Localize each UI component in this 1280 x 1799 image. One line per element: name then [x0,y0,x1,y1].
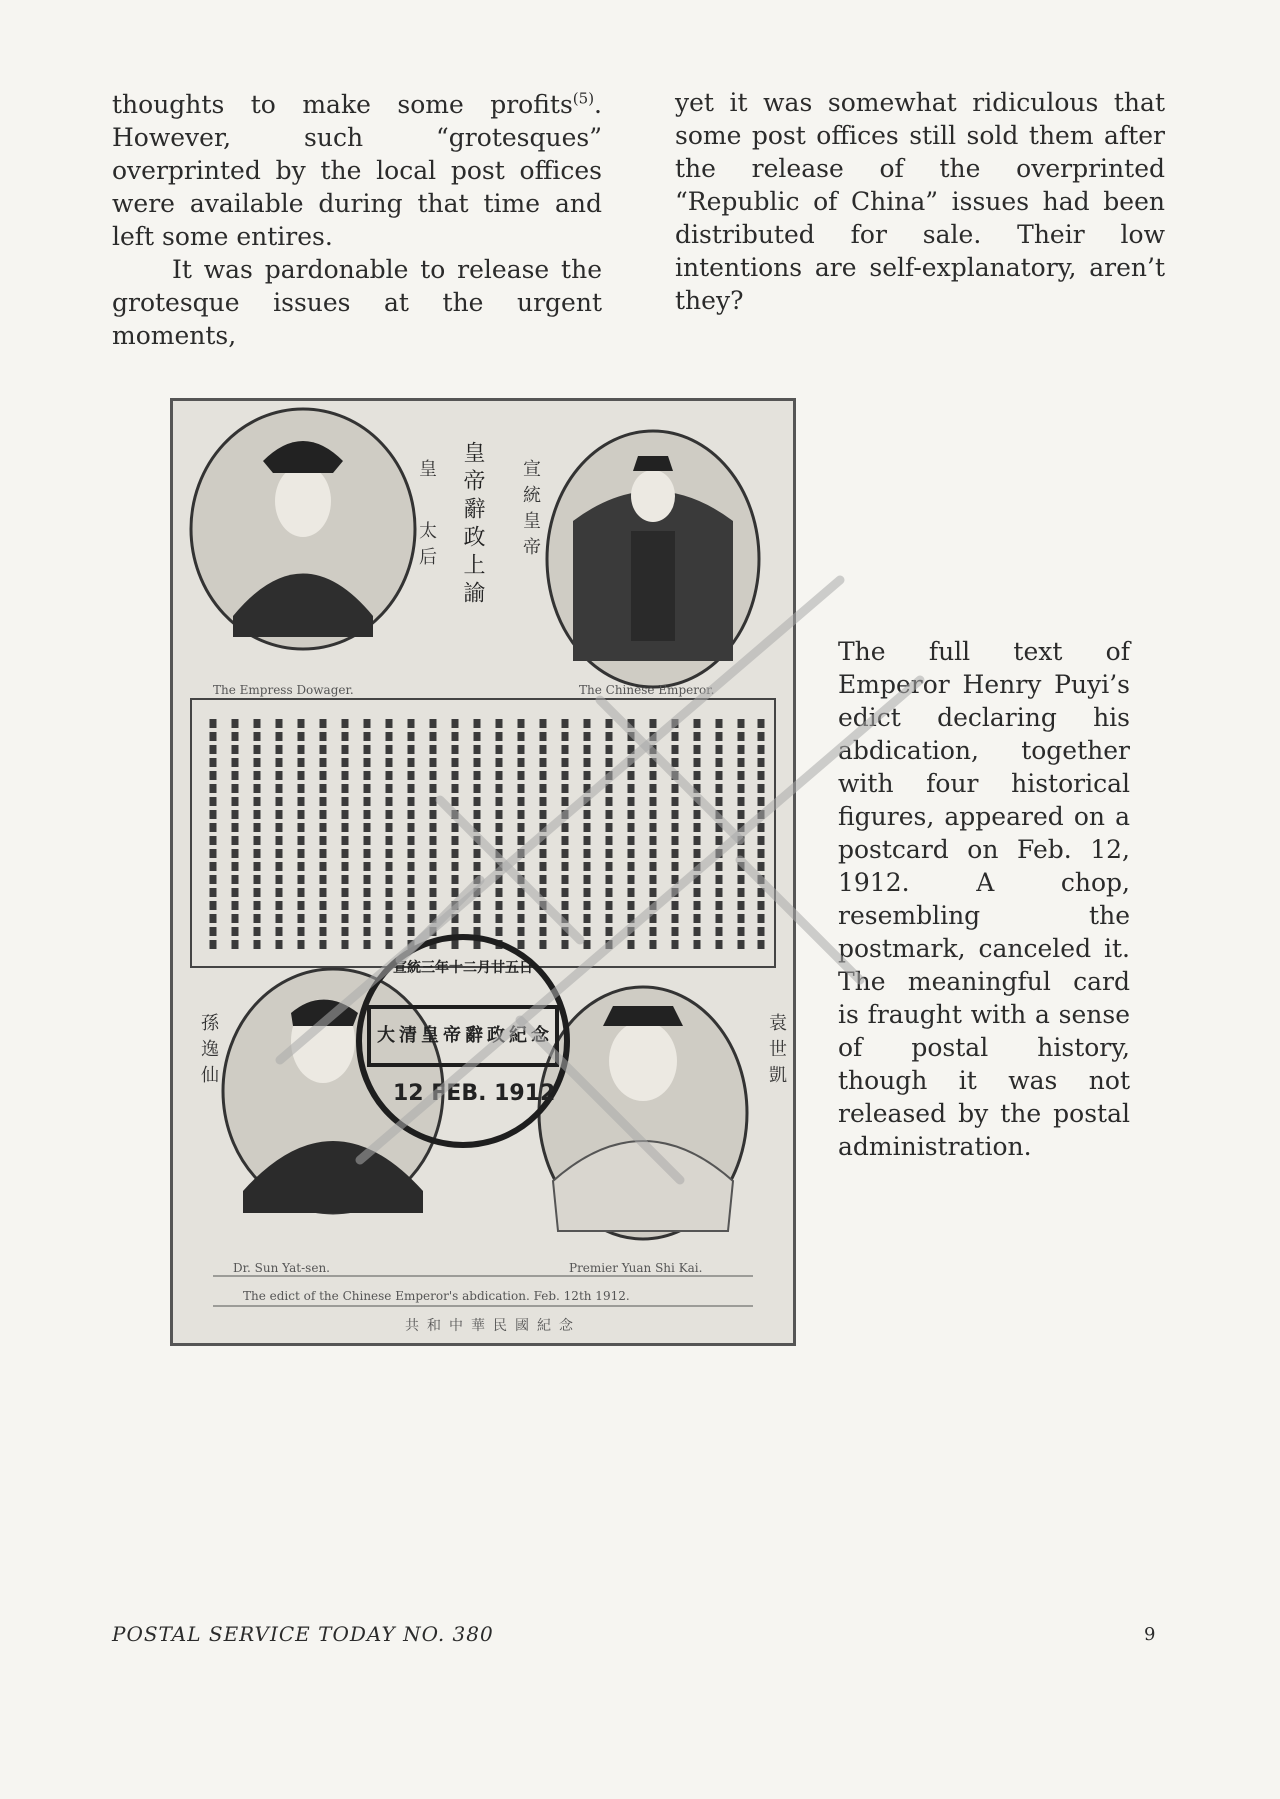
edict-caption-en: The edict of the Chinese Emperor's abdication. Feb. 12th 1912. [243,1289,630,1303]
emperor-label: The Chinese Emperor. [579,683,715,697]
figure-caption: The full text of Emperor Henry Puyi’s edict declaring his abdication, together with four historical figures, appeared on a postcard on Feb. 12, 1912. A chop, resembling the postmark, canceled it. The meaningful card is fraught with a sense of postal history, though it was not released by the postal administration. [838,637,1130,1161]
footnote-ref: (5) [572,89,595,108]
left-paragraph-2: It was pardonable to release the grotesque issues at the urgent moments, [112,255,602,350]
left-column [112,88,602,352]
stamp-middle-text: 大清皇帝辭政紀念 [377,1025,553,1046]
postcard-title-cjk: 皇帝辭政上諭 [460,441,485,609]
empress-cjk-2: 太后 [416,521,437,573]
empress-cjk-1: 皇 [416,459,437,485]
stamp-top-text: 宣統三年十二月廿五日 [393,960,533,976]
sun-label: Dr. Sun Yat-sen. [233,1261,330,1275]
right-paragraph: yet it was somewhat ridiculous that some post offices still sold them after the release of the overprinted “Republic of China” issues had been distributed for sale. Their low intentions are self-explanatory, aren’t they? [675,88,1165,315]
empress-label: The Empress Dowager. [213,683,354,697]
yuan-label: Premier Yuan Shi Kai. [569,1261,703,1275]
left-paragraph-1: thoughts to make some profits$^{(5)}$. However, such “grotesques” overprinted by the local post offices were available during that time and left some entires. [112,89,602,251]
postcard-figure [170,398,796,1346]
emperor-cjk: 宣統皇帝 [520,459,541,563]
stamp-date: 12 FEB. 1912 [393,1081,556,1106]
yuan-cjk: 袁世凱 [766,1013,787,1091]
right-column [675,86,1165,317]
page-number: 9 [1144,1624,1156,1645]
journal-footer: POSTAL SERVICE TODAY NO. 380 [112,1622,494,1646]
edict-caption-cjk: 共和中華民國紀念 [405,1318,581,1334]
sun-cjk: 孫逸仙 [198,1013,219,1091]
